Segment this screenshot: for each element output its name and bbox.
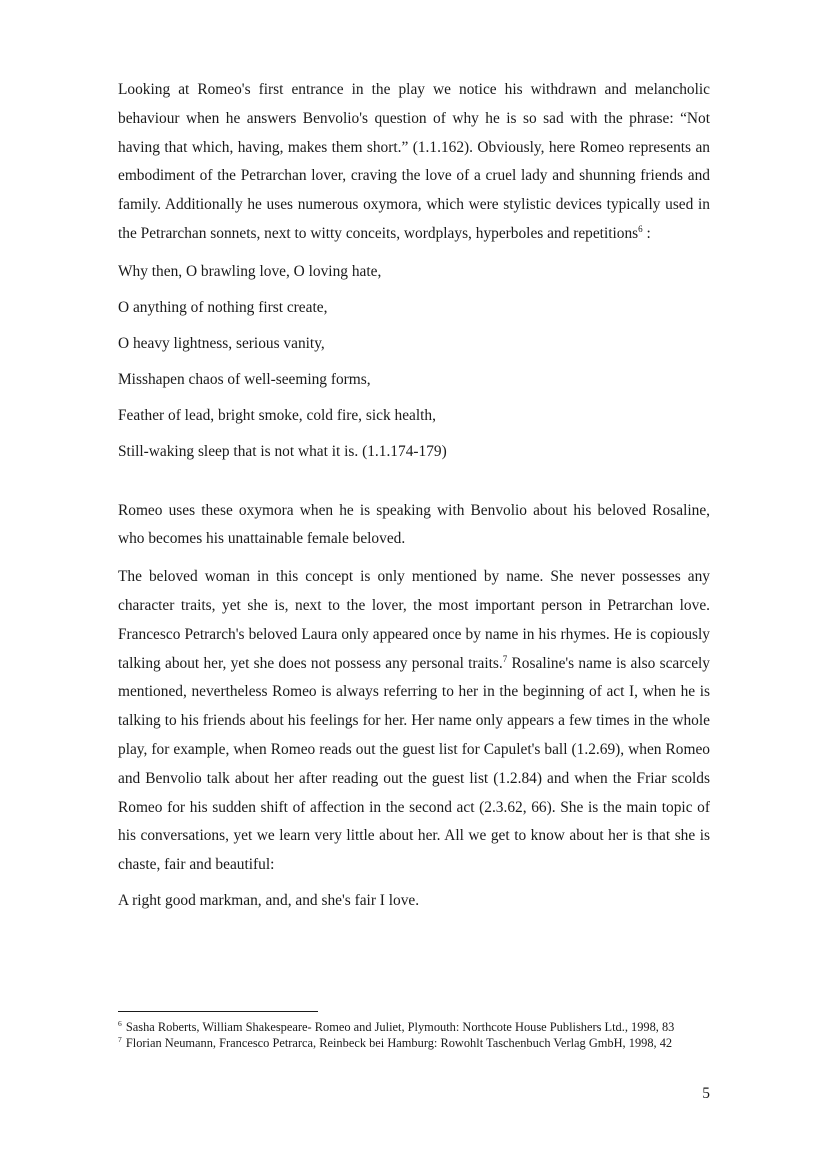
quote-single-line: A right good markman, and, and she's fair I love. [118, 892, 420, 910]
paragraph-rosaline: Romeo uses these oxymora when he is speaking with Benvolio about his beloved Rosaline, who becomes his unattainable female beloved. [118, 501, 710, 548]
quote-line: O heavy lightness, serious vanity, [118, 334, 325, 352]
footnote-mark: 7 [118, 1034, 122, 1044]
footnote-divider [118, 1011, 318, 1012]
footnote-mark: 6 [118, 1018, 122, 1028]
spacer [118, 474, 710, 497]
quote-line: Misshapen chaos of well-seeming forms, [118, 370, 371, 388]
footnote-item [118, 1020, 710, 1035]
block-quote [118, 258, 710, 467]
quote-line: Feather of lead, bright smoke, cold fire, sick health, [118, 406, 436, 424]
paragraph-intro-tail: : [642, 224, 651, 242]
footnote-ref-7[interactable]: 7 [502, 653, 508, 664]
footnote-text: Florian Neumann, Francesco Petrarca, Reinbeck bei Hamburg: Rowohlt Taschenbuch Verlag GmbH, 1998, 42 [125, 1035, 673, 1050]
footnote-item [118, 1036, 710, 1051]
footnote-text: Sasha Roberts, William Shakespeare- Romeo and Juliet, Plymouth: Northcote House Publishers Ltd., 1998, 83 [125, 1020, 675, 1034]
page-number: 5 [702, 1085, 710, 1102]
quote-line: Why then, O brawling love, O loving hate, [118, 262, 382, 280]
footnotes [118, 1020, 710, 1052]
paragraph-intro-text: Looking at Romeo's first entrance in the play we notice his withdrawn and melancholic behaviour when he answers Benvolio's question of why he is so sad with the phrase: “Not having that which, having, makes them short.” (1.1.162). Obviously, here Romeo represents an embodiment of the Petrarchan lover, craving the love of a cruel lady and shunning friends and family. Additionally he uses numerous oxymora, which were stylistic devices typically used in the Petrarchan sonnets, next to witty conceits, wordplays, hyperboles and repetitions [118, 81, 710, 242]
paragraph-intro [118, 76, 710, 249]
paragraph-beloved-text-a: The beloved woman in this concept is only mentioned by name. She never possesses any character traits, yet she is, next to the lover, the most important person in Petrarchan love. Francesco Petrarch's beloved Laura only appeared once by name in his rhymes. He is copiously talking about her, yet she does not possess any personal traits. [118, 568, 710, 672]
quote-line: O anything of nothing first create, [118, 298, 328, 316]
footnote-ref-6[interactable]: 6 [638, 223, 643, 234]
page-body [118, 76, 710, 916]
quote-line: Still-waking sleep that is not what it is. (1.1.174-179) [118, 442, 447, 460]
paragraph-beloved-text-b: Rosaline's name is also scarcely mentioned, nevertheless Romeo is always referring to her in the beginning of act I, when he is talking to his friends about his feelings for her. Her name only appears a few times in the whole play, for example, when Romeo reads out the guest list for Capulet's ball (1.2.69), when Romeo and Benvolio talk about her after reading out the guest list (1.2.84) and when the Friar scolds Romeo for his sudden shift of affection in the second act (2.3.62, 66). She is the main topic of his conversations, yet we learn very little about her. All we get to know about her is that she is chaste, fair and beautiful: [118, 654, 710, 874]
paragraph-beloved [118, 563, 710, 880]
